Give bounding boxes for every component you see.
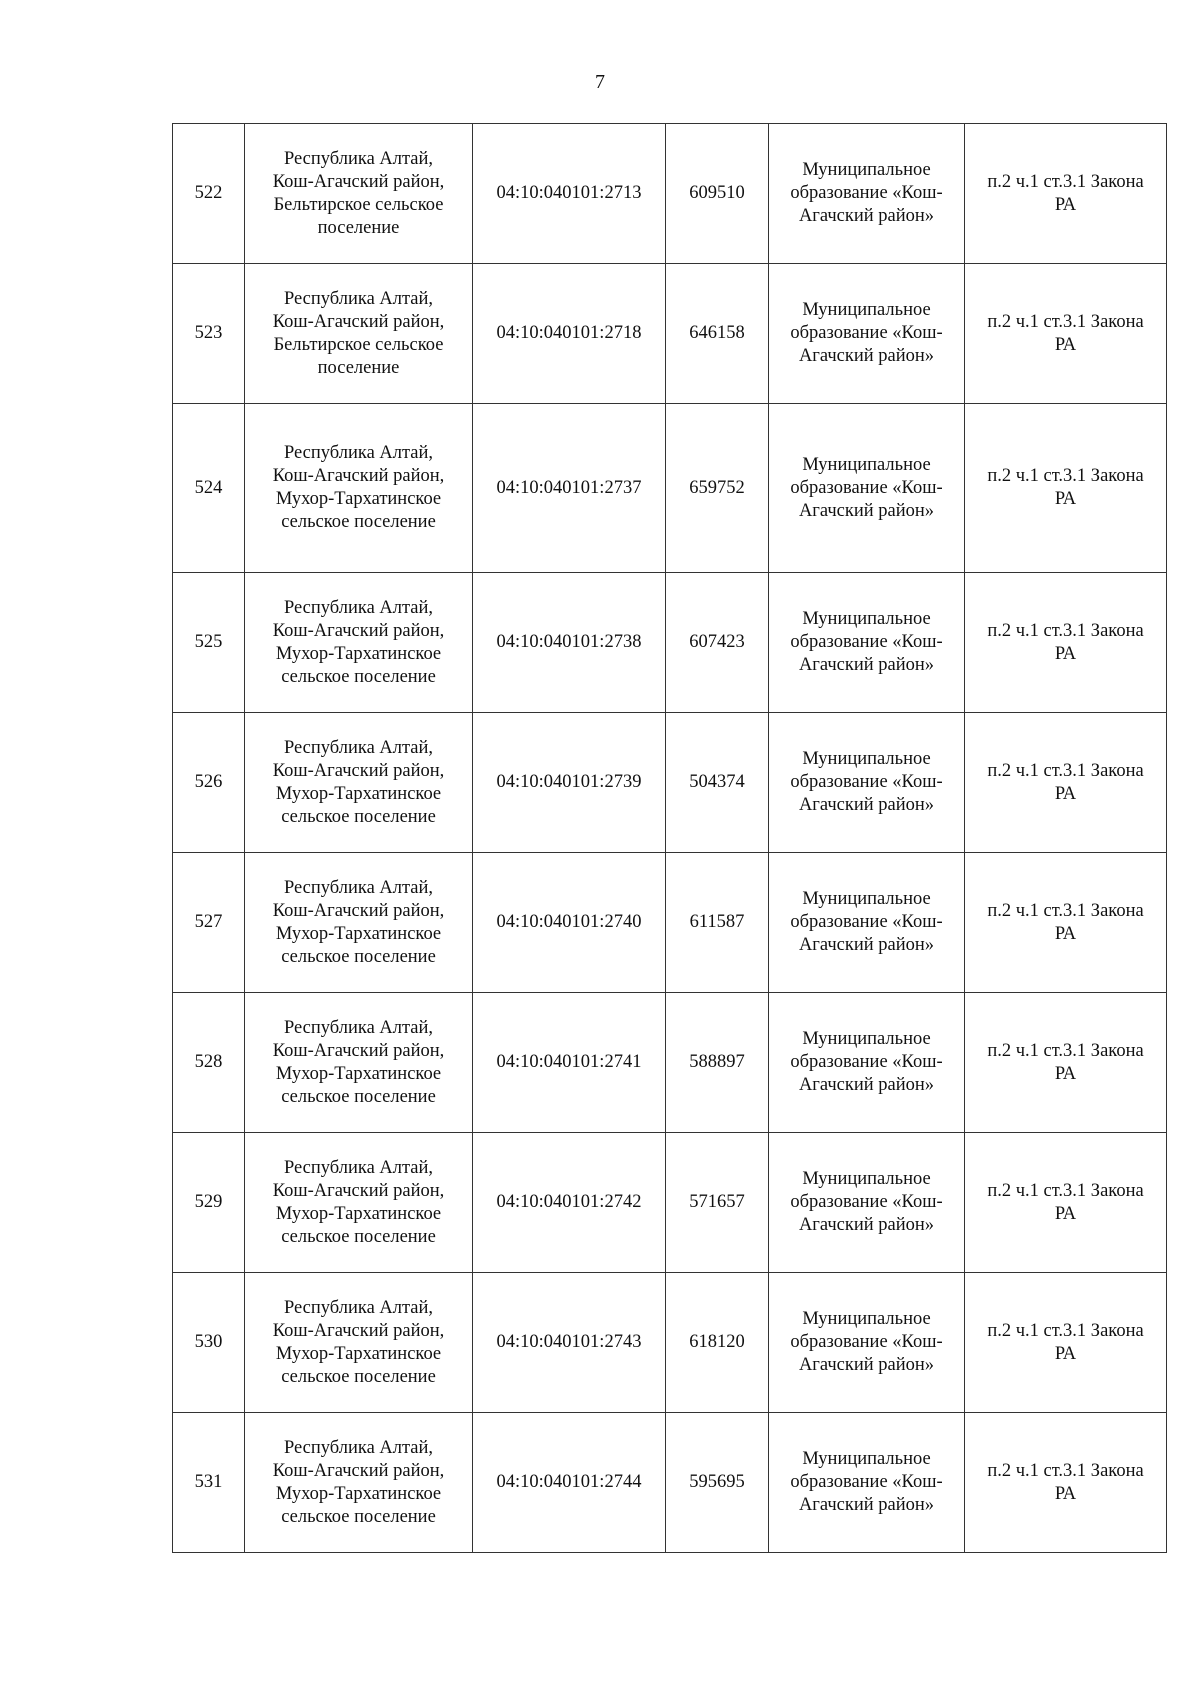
row-number-cell: 528 (173, 993, 245, 1133)
address-line: Кош-Агачский район, (272, 900, 445, 921)
cadastral-number-cell: 04:10:040101:2744 (473, 1413, 666, 1553)
row-number-cell: 527 (173, 853, 245, 993)
owner-line: Агачский район» (798, 206, 935, 226)
area-cell: 607423 (666, 573, 769, 713)
legal-basis-line: п.2 ч.1 ст.3.1 Закона (987, 171, 1144, 192)
address-line: Республика Алтай, (283, 597, 434, 618)
legal-basis-line: п.2 ч.1 ст.3.1 Закона (987, 1180, 1144, 1201)
row-number-cell: 525 (173, 573, 245, 713)
owner-line: Агачский район» (798, 1495, 935, 1515)
address-line: Мухор-Тархатинское (275, 643, 442, 664)
cadastral-number-cell: 04:10:040101:2740 (473, 853, 666, 993)
table-row (173, 853, 1167, 993)
owner-line: образование «Кош- (790, 1052, 943, 1072)
cadastral-number-cell: 04:10:040101:2742 (473, 1133, 666, 1273)
legal-basis-line: РА (1054, 489, 1077, 509)
owner-cell (769, 264, 965, 404)
address-line: Республика Алтай, (283, 877, 434, 898)
address-line: сельское поселение (281, 946, 436, 967)
owner-cell (769, 1273, 965, 1413)
area-cell: 571657 (666, 1133, 769, 1273)
owner-line: Муниципальное (802, 454, 931, 475)
cadastral-number-cell: 04:10:040101:2713 (473, 124, 666, 264)
legal-basis-cell (965, 124, 1167, 264)
legal-basis-cell (965, 993, 1167, 1133)
cadastral-number-cell: 04:10:040101:2718 (473, 264, 666, 404)
address-cell (245, 1273, 473, 1413)
address-line: Республика Алтай, (283, 737, 434, 758)
table-row (173, 713, 1167, 853)
address-line: Республика Алтай, (283, 443, 434, 463)
cadastral-number-cell: 04:10:040101:2737 (473, 404, 666, 573)
area-cell: 646158 (666, 264, 769, 404)
cadastral-number-cell: 04:10:040101:2739 (473, 713, 666, 853)
legal-basis-line: п.2 ч.1 ст.3.1 Закона (987, 1320, 1144, 1341)
address-line: Кош-Агачский район, (272, 1180, 445, 1201)
address-cell (245, 1413, 473, 1553)
owner-line: Муниципальное (802, 749, 931, 769)
address-cell (245, 404, 473, 573)
land-registry-table (172, 123, 1167, 1553)
address-cell (245, 264, 473, 404)
address-line: Кош-Агачский район, (272, 620, 445, 641)
owner-line: Муниципальное (802, 1169, 931, 1189)
cadastral-number-cell: 04:10:040101:2741 (473, 993, 666, 1133)
address-line: Кош-Агачский район, (272, 466, 445, 486)
legal-basis-line: РА (1054, 923, 1077, 944)
legal-basis-line: п.2 ч.1 ст.3.1 Закона (987, 900, 1144, 921)
owner-line: Муниципальное (802, 1029, 931, 1049)
page-number: 7 (595, 71, 605, 93)
table-row (173, 1273, 1167, 1413)
address-line: Мухор-Тархатинское (275, 1343, 442, 1364)
address-line: Республика Алтай, (283, 288, 434, 309)
legal-basis-line: п.2 ч.1 ст.3.1 Закона (987, 760, 1144, 781)
address-cell (245, 1133, 473, 1273)
owner-cell (769, 404, 965, 573)
address-line: Кош-Агачский район, (272, 1460, 445, 1481)
area-cell: 611587 (666, 853, 769, 993)
legal-basis-cell (965, 853, 1167, 993)
legal-basis-cell (965, 713, 1167, 853)
owner-line: Агачский район» (798, 935, 935, 955)
owner-line: образование «Кош- (790, 632, 943, 652)
cadastral-number-cell: 04:10:040101:2743 (473, 1273, 666, 1413)
address-line: Кош-Агачский район, (272, 760, 445, 781)
row-number-cell: 524 (173, 404, 245, 573)
legal-basis-line: РА (1054, 1063, 1077, 1084)
owner-line: образование «Кош- (790, 912, 943, 932)
row-number-cell: 523 (173, 264, 245, 404)
owner-line: Агачский район» (798, 1355, 935, 1375)
table-row (173, 404, 1167, 573)
address-line: Кош-Агачский район, (272, 311, 445, 332)
legal-basis-line: п.2 ч.1 ст.3.1 Закона (987, 466, 1144, 486)
owner-cell (769, 1413, 965, 1553)
address-line: сельское поселение (281, 806, 436, 827)
owner-cell (769, 124, 965, 264)
table-row (173, 1413, 1167, 1553)
address-line: Мухор-Тархатинское (275, 1203, 442, 1224)
row-number-cell: 526 (173, 713, 245, 853)
address-cell (245, 573, 473, 713)
owner-line: Агачский район» (798, 500, 935, 521)
address-line: Мухор-Тархатинское (275, 1063, 442, 1084)
legal-basis-line: п.2 ч.1 ст.3.1 Закона (987, 620, 1144, 641)
legal-basis-line: п.2 ч.1 ст.3.1 Закона (987, 1040, 1144, 1061)
row-number-cell: 522 (173, 124, 245, 264)
cadastral-number-cell: 04:10:040101:2738 (473, 573, 666, 713)
address-line: Кош-Агачский район, (272, 1320, 445, 1341)
owner-line: Агачский район» (798, 655, 935, 675)
owner-line: образование «Кош- (790, 183, 943, 203)
owner-line: Муниципальное (802, 1309, 931, 1329)
owner-line: Муниципальное (802, 160, 931, 180)
legal-basis-line: РА (1054, 1343, 1077, 1364)
table-row (173, 264, 1167, 404)
address-cell (245, 853, 473, 993)
area-cell: 595695 (666, 1413, 769, 1553)
area-cell: 609510 (666, 124, 769, 264)
legal-basis-line: п.2 ч.1 ст.3.1 Закона (987, 311, 1144, 332)
row-number-cell: 530 (173, 1273, 245, 1413)
legal-basis-line: РА (1054, 643, 1077, 664)
owner-line: образование «Кош- (790, 1472, 943, 1492)
owner-line: образование «Кош- (790, 323, 943, 343)
address-line: сельское поселение (281, 1226, 436, 1247)
address-line: Мухор-Тархатинское (275, 783, 442, 804)
area-cell: 659752 (666, 404, 769, 573)
owner-line: Агачский район» (798, 346, 935, 366)
legal-basis-line: РА (1054, 783, 1077, 804)
owner-line: Агачский район» (798, 1075, 935, 1095)
owner-line: Муниципальное (802, 1449, 931, 1469)
address-line: Мухор-Тархатинское (275, 489, 442, 509)
owner-line: образование «Кош- (790, 477, 943, 498)
owner-cell (769, 573, 965, 713)
legal-basis-cell (965, 573, 1167, 713)
address-cell (245, 124, 473, 264)
legal-basis-line: РА (1054, 194, 1077, 215)
address-line: сельское поселение (281, 1366, 436, 1387)
legal-basis-line: РА (1054, 334, 1077, 355)
address-line: сельское поселение (281, 1506, 436, 1527)
legal-basis-cell (965, 1413, 1167, 1553)
row-number-cell: 531 (173, 1413, 245, 1553)
address-line: Республика Алтай, (283, 148, 434, 169)
address-line: Республика Алтай, (283, 1017, 434, 1038)
address-line: Бельтирское сельское (273, 194, 444, 215)
table-row (173, 573, 1167, 713)
owner-line: Агачский район» (798, 795, 935, 815)
address-line: Мухор-Тархатинское (275, 1483, 442, 1504)
legal-basis-line: РА (1054, 1203, 1077, 1224)
legal-basis-cell (965, 1273, 1167, 1413)
address-line: Республика Алтай, (283, 1297, 434, 1318)
owner-line: образование «Кош- (790, 1332, 943, 1352)
owner-line: Муниципальное (802, 300, 931, 320)
area-cell: 618120 (666, 1273, 769, 1413)
owner-cell (769, 713, 965, 853)
table-row (173, 124, 1167, 264)
address-line: Республика Алтай, (283, 1157, 434, 1178)
owner-cell (769, 993, 965, 1133)
legal-basis-cell (965, 264, 1167, 404)
address-line: Бельтирское сельское (273, 334, 444, 355)
table-body (173, 124, 1167, 1553)
area-cell: 588897 (666, 993, 769, 1133)
address-line: сельское поселение (281, 512, 436, 532)
owner-cell (769, 1133, 965, 1273)
owner-line: Агачский район» (798, 1215, 935, 1235)
address-line: сельское поселение (281, 1086, 436, 1107)
area-cell: 504374 (666, 713, 769, 853)
address-line: сельское поселение (281, 666, 436, 687)
address-line: Республика Алтай, (283, 1437, 434, 1458)
address-line: Мухор-Тархатинское (275, 923, 442, 944)
address-line: поселение (317, 357, 400, 378)
legal-basis-line: п.2 ч.1 ст.3.1 Закона (987, 1460, 1144, 1481)
legal-basis-cell (965, 1133, 1167, 1273)
owner-line: образование «Кош- (790, 1192, 943, 1212)
row-number-cell: 529 (173, 1133, 245, 1273)
address-line: Кош-Агачский район, (272, 1040, 445, 1061)
address-cell (245, 713, 473, 853)
table-row (173, 993, 1167, 1133)
legal-basis-line: РА (1054, 1483, 1077, 1504)
owner-line: Муниципальное (802, 889, 931, 909)
address-line: поселение (317, 217, 400, 238)
legal-basis-cell (965, 404, 1167, 573)
owner-line: образование «Кош- (790, 772, 943, 792)
owner-cell (769, 853, 965, 993)
address-line: Кош-Агачский район, (272, 171, 445, 192)
address-cell (245, 993, 473, 1133)
table-row (173, 1133, 1167, 1273)
owner-line: Муниципальное (802, 609, 931, 629)
